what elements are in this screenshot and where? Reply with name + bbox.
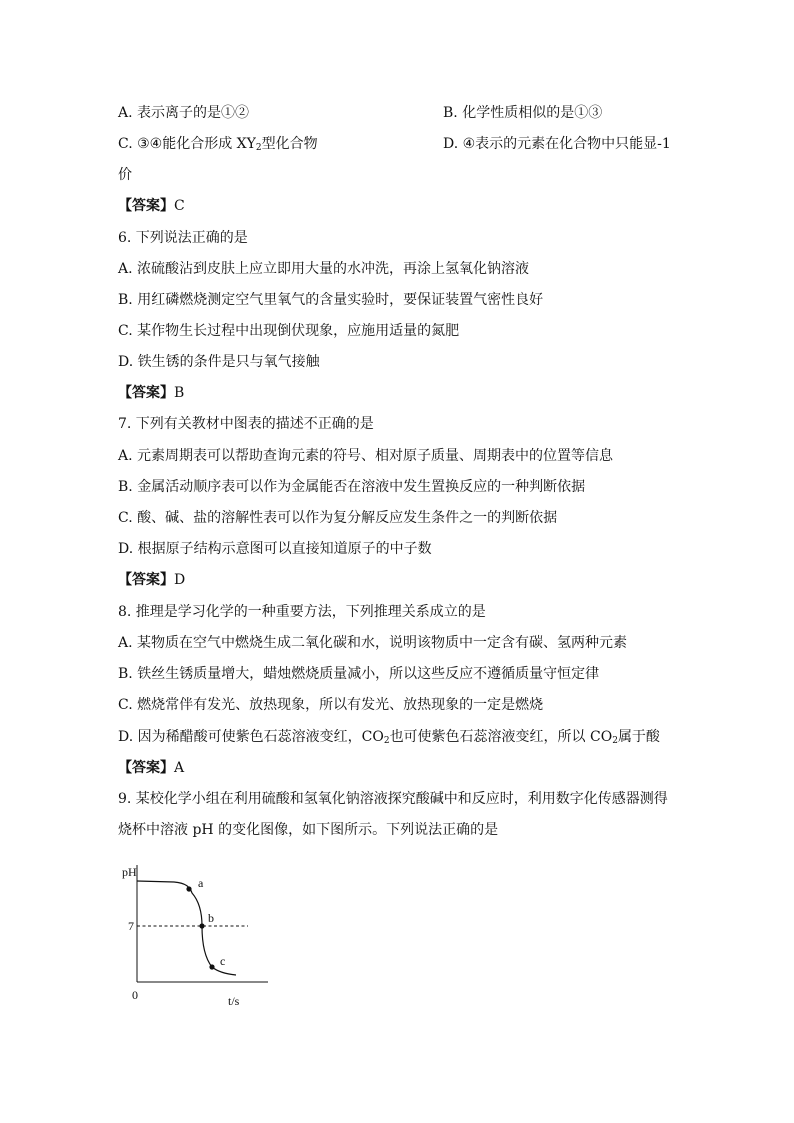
answer-label: 【答案】 [118, 760, 174, 776]
y-tick-7: 7 [128, 919, 134, 933]
x-axis-label: t/s [228, 994, 240, 1007]
point-c [209, 964, 214, 969]
q8-option-d-text: D. 因为稀醋酸可使紫色石蕊溶液变红，CO [118, 729, 384, 745]
q7-option-a: A. 元素周期表可以帮助查询元素的符号、相对原子质量、周期表中的位置等信息 [118, 448, 614, 464]
y-axis-label: pH [122, 865, 137, 879]
point-c-label: c [220, 954, 226, 968]
answer-value: C [174, 198, 185, 214]
q8-stem: 8. 推理是学习化学的一种重要方法，下列推理关系成立的是 [118, 604, 486, 620]
answer-value: D [174, 572, 186, 588]
point-a-label: a [198, 876, 204, 890]
point-b-label: b [208, 911, 214, 925]
q8-option-d-subscript-2: 2 [612, 736, 618, 746]
q8-option-d [118, 727, 660, 747]
q6-option-b: B. 用红磷燃烧测定空气里氧气的含量实验时，要保证装置气密性良好 [118, 292, 544, 308]
point-b [199, 923, 204, 928]
origin-label: 0 [132, 988, 138, 1002]
answer-label: 【答案】 [118, 572, 174, 588]
q5-option-b: B. 化学性质相似的是①③ [443, 105, 603, 121]
q9-stem-line-1: 9. 某校化学小组在利用硫酸和氢氧化钠溶液探究酸碱中和反应时，利用数字化传感器测得 [118, 791, 668, 807]
q7-option-b: B. 金属活动顺序表可以作为金属能否在溶液中发生置换反应的一种判断依据 [118, 479, 586, 495]
q6-stem: 6. 下列说法正确的是 [118, 230, 248, 246]
q5-option-d: D. ④表示的元素在化合物中只能显-1 [443, 136, 671, 152]
q6-option-a: A. 浓硫酸沾到皮肤上应立即用大量的水冲洗，再涂上氢氧化钠溶液 [118, 261, 530, 277]
q7-option-c: C. 酸、碱、盐的溶解性表可以作为复分解反应发生条件之一的判断依据 [118, 510, 558, 526]
q6-answer [118, 383, 184, 403]
answer-label: 【答案】 [118, 385, 174, 401]
q8-option-c: C. 燃烧常伴有发光、放热现象，所以有发光、放热现象的一定是燃烧 [118, 697, 544, 713]
answer-value: B [174, 385, 185, 401]
q8-option-d-text-mid: 也可使紫色石蕊溶液变红，所以 CO [389, 729, 613, 745]
ph-chart [116, 857, 276, 1007]
q8-option-d-subscript: 2 [383, 736, 390, 746]
q7-answer [118, 570, 185, 590]
q6-option-d: D. 铁生锈的条件是只与氧气接触 [118, 354, 320, 370]
q8-option-d-text-end: 属于酸 [617, 729, 660, 745]
q9-stem-line-2: 烧杯中溶液 pH 的变化图像，如下图所示。下列说法正确的是 [118, 822, 499, 838]
point-a [186, 886, 191, 891]
q7-stem: 7. 下列有关教材中图表的描述不正确的是 [118, 416, 374, 432]
q8-option-b: B. 铁丝生锈质量增大，蜡烛燃烧质量减小，所以这些反应不遵循质量守恒定律 [118, 666, 600, 682]
q5-option-c-text: C. ③④能化合形成 XY [118, 136, 256, 152]
q5-option-a: A. 表示离子的是①② [118, 105, 250, 121]
answer-label: 【答案】 [118, 198, 174, 214]
q5-option-c-text-end: 型化合物 [261, 136, 318, 152]
q5-option-c-subscript: 2 [255, 143, 262, 153]
q7-option-d: D. 根据原子结构示意图可以直接知道原子的中子数 [118, 541, 432, 557]
q5-answer [118, 196, 185, 216]
q8-option-a: A. 某物质在空气中燃烧生成二氧化碳和水，说明该物质中一定含有碳、氢两种元素 [118, 635, 628, 651]
q5-option-d-continued: 价 [118, 167, 132, 183]
q6-option-c: C. 某作物生长过程中出现倒伏现象，应施用适量的氮肥 [118, 323, 460, 339]
q5-option-c [118, 134, 318, 154]
q8-answer [118, 758, 184, 778]
answer-value: A [174, 760, 185, 776]
